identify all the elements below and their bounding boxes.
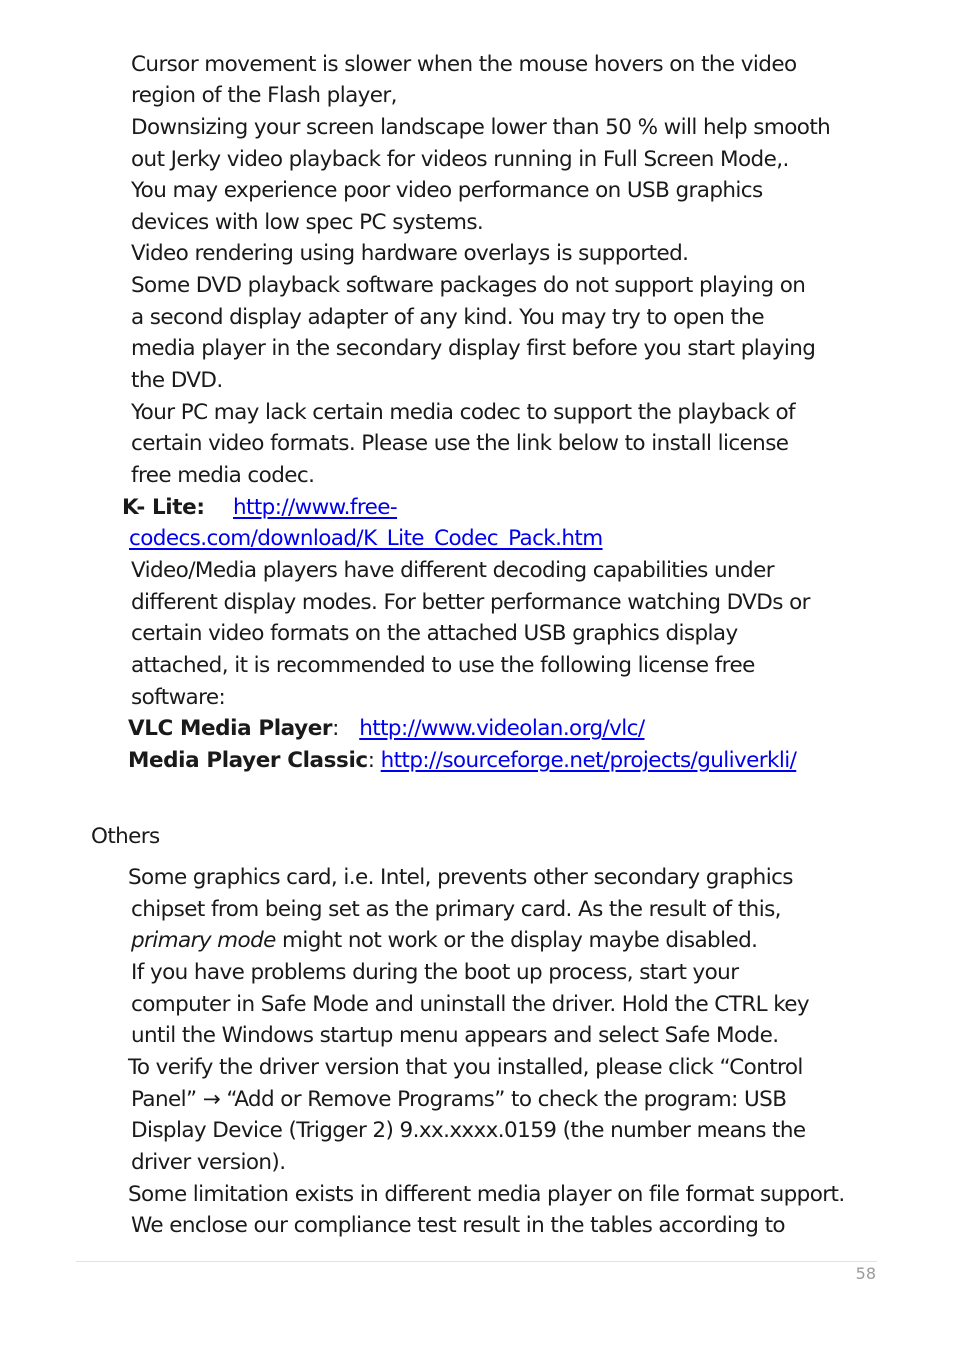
body-line: media player in the secondary display first before you start playing [131,336,816,361]
mpc-row [128,746,796,776]
body-line: Panel” → “Add or Remove Programs” to check the program: USB [131,1087,787,1112]
primary-mode-term: primary mode [131,928,276,953]
body-line: computer in Safe Mode and uninstall the driver. Hold the CTRL key [131,992,810,1017]
klite-link-continued[interactable]: codecs.com/download/K_Lite_Codec_Pack.htm [129,526,603,551]
body-line: a second display adapter of any kind. You may try to open the [131,305,764,330]
body-line: until the Windows startup menu appears and select Safe Mode. [131,1023,779,1048]
body-line: driver version). [131,1150,286,1175]
body-line: Downsizing your screen landscape lower than 50 % will help smooth [131,115,831,140]
body-line: chipset from being set as the primary card. As the result of this, [131,897,781,922]
body-line: Cursor movement is slower when the mouse hovers on the video [131,52,797,77]
footer-divider [76,1261,877,1262]
body-line: devices with low spec PC systems. [131,210,484,235]
body-line: different display modes. For better performance watching DVDs or [131,590,810,615]
klite-label: K- Lite: [122,495,205,520]
section-heading-others: Others [91,824,160,849]
body-line: Display Device (Trigger 2) 9.xx.xxxx.0159 (the number means the [131,1118,806,1143]
body-line: To verify the driver version that you installed, please click “Control [128,1055,803,1080]
vlc-sep: : [332,716,339,741]
body-line: certain video formats. Please use the link below to install license [131,431,789,456]
klite-row-cont [129,524,603,554]
body-line: free media codec. [131,463,315,488]
mpc-sep: : [367,748,375,773]
klite-row [122,493,397,523]
body-line: attached, it is recommended to use the following license free [131,653,755,678]
body-line: region of the Flash player, [131,83,397,108]
body-line: the DVD. [131,368,223,393]
body-line-rest: might not work or the display maybe disabled. [275,928,758,953]
mpc-label: Media Player Classic [128,748,368,773]
body-line: Video/Media players have different decoding capabilities under [131,558,774,583]
body-line: We enclose our compliance test result in the tables according to [131,1213,785,1238]
vlc-row [128,714,645,744]
body-line: Video rendering using hardware overlays is supported. [131,241,689,266]
klite-link[interactable]: http://www.free- [233,495,398,520]
vlc-label: VLC Media Player [128,716,333,741]
body-line: certain video formats on the attached USB graphics display [131,621,738,646]
mpc-link[interactable]: http://sourceforge.net/projects/guliverkli/ [380,748,797,773]
body-line [131,926,757,956]
body-line: You may experience poor video performance on USB graphics [131,178,763,203]
body-line: Your PC may lack certain media codec to support the playback of [131,400,795,425]
body-line: If you have problems during the boot up process, start your [131,960,739,985]
body-line: Some graphics card, i.e. Intel, prevents other secondary graphics [128,865,793,890]
body-line: software: [131,685,226,710]
body-line: Some limitation exists in different media player on file format support. [128,1182,845,1207]
body-line: out Jerky video playback for videos running in Full Screen Mode,. [131,147,789,172]
body-line: Some DVD playback software packages do not support playing on [131,273,806,298]
vlc-link[interactable]: http://www.videolan.org/vlc/ [359,716,645,741]
page-number: 58 [855,1264,876,1283]
